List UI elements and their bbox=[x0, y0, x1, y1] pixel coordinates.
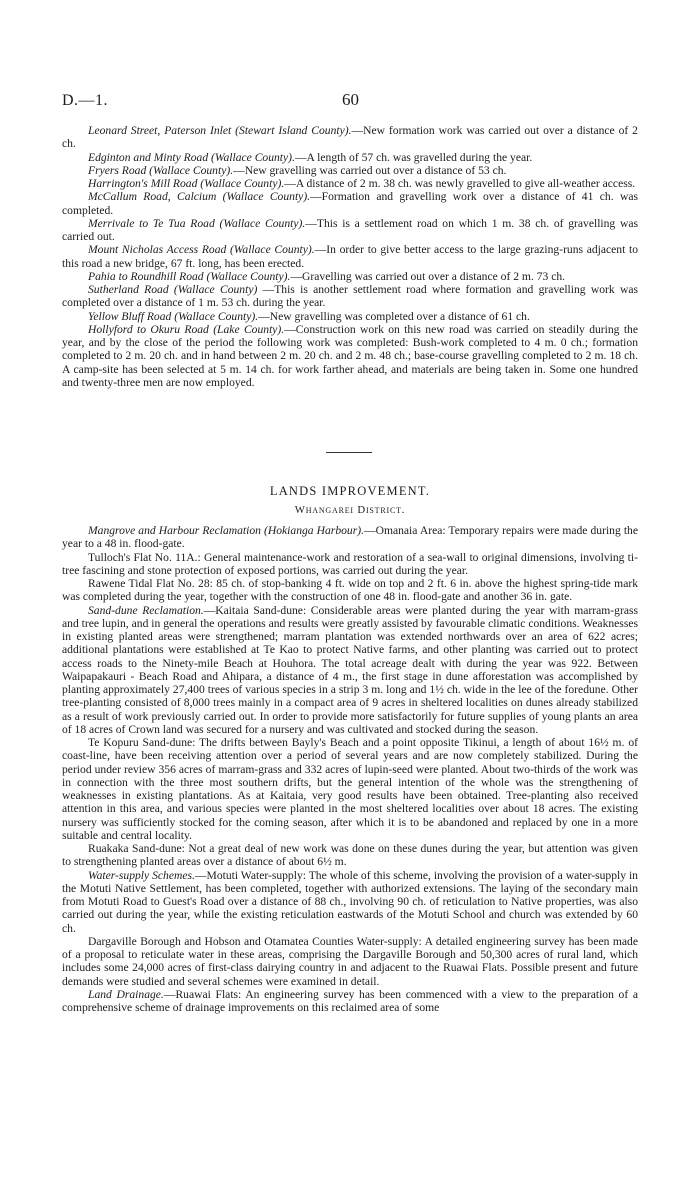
paragraph-text: —New gravelling was carried out over a distance of 53 ch. bbox=[233, 163, 507, 177]
paragraph-text: —In order to give better access to the large grazing-runs adjacent to this road a new bridge, 67 ft. long, has been erected. bbox=[62, 243, 639, 270]
district-heading: Whangarei District. bbox=[294, 504, 406, 516]
paragraph-heading: Yellow Bluff Road (Wallace County). bbox=[88, 309, 259, 323]
paragraph bbox=[62, 524, 638, 551]
paragraph-heading: Mount Nicholas Access Road (Wallace County). bbox=[88, 243, 315, 257]
paragraph-heading: McCallum Road, Calcium (Wallace County). bbox=[88, 190, 311, 204]
paragraph bbox=[62, 151, 638, 164]
paragraph bbox=[62, 124, 638, 151]
paragraph-text: —Kaitaia Sand-dune: Considerable areas were planted during the year with marram-grass and tree lupin, and in general the operations and results were greatly assisted by favourable climatic conditions. Weaknesses in existing planted areas were strengthened; marram plantation was extended northwards over an area of 622 acres; additional plantations were established at Te Kao to protect Native farms, and other planting was carried out to protect access roads to the Ninety-mile Beach at Houhora. The total acreage dealt with during the year was 922. Between Waipapakauri - Beach Road and Ahipara, a distance of 4 m., the first stage in dune afforestation was accomplished by planting approximately 27,400 trees of various species in a strip 3 m. long and 1½ ch. wide in the lee of the foredune. Other tree-planting consisted of 8,000 trees mainly in a compact area of 9 acres in sheltered localities on dunes already stabilized as a result of work previously carried out. In order to provide more satisfactorily for future supplies of young plants an area of 18 acres of Crown land was secured for a nursery and was cultivated and stocked during the season. bbox=[62, 603, 638, 736]
paragraph bbox=[62, 310, 638, 323]
paragraph bbox=[62, 243, 638, 270]
paragraph-heading: Land Drainage. bbox=[88, 987, 164, 1001]
paragraph-text: —New gravelling was completed over a distance of 61 ch. bbox=[258, 309, 530, 323]
paragraph bbox=[62, 164, 638, 177]
paragraph bbox=[62, 988, 638, 1015]
paragraph bbox=[62, 283, 638, 310]
paragraph-text: —Ruawai Flats: An engineering survey has been commenced with a view to the preparation of a comprehensive scheme of drainage improvements on this reclaimed area of some bbox=[62, 987, 639, 1014]
document-reference: D.—1. bbox=[62, 92, 109, 109]
page-number: 60 bbox=[342, 90, 359, 109]
paragraph bbox=[62, 270, 638, 283]
paragraph-heading: Harrington's Mill Road (Wallace County). bbox=[88, 177, 285, 190]
section-divider bbox=[326, 452, 372, 453]
paragraph-text: —This is another settlement road where formation and gravelling work was completed over a distance of 1 m. 53 ch. during the year. bbox=[62, 283, 638, 310]
paragraph bbox=[62, 935, 638, 988]
paragraph-text: Rawene Tidal Flat No. 28: 85 ch. of stop-banking 4 ft. wide on top and 2 ft. 6 in. above the highest spring-tide mark was completed during the year, together with the construction of one 48 in. flood-gate and another 36 in. gate. bbox=[62, 577, 638, 604]
paragraph bbox=[62, 217, 638, 244]
paragraph bbox=[62, 736, 638, 842]
paragraph-text: —Construction work on this new road was carried on steadily during the year, and by the close of the period the following work was completed: Bush-work completed to 4 m. 0 ch.; formation completed to 2 m. 20 ch. and in hand between 2 m. 20 ch. and 2 m. 48 ch.; base-course gravelling completed to 2 m. 18 ch. A camp-site has been selected at 5 m. 14 ch. for work farther ahead, and materials are being taken in. Some one hundred and twenty-three men are now employed. bbox=[62, 322, 638, 389]
paragraph-text: —Gravelling was carried out over a distance of 2 m. 73 ch. bbox=[290, 269, 566, 283]
paragraph-heading: Leonard Street, Paterson Inlet (Stewart Island County). bbox=[88, 124, 352, 137]
page-header bbox=[62, 92, 638, 112]
paragraph-text: —Motuti Water-supply: The whole of this scheme, involving the provision of a water-supply in the Motuti Native Settlement, has been completed, together with authorized extensions. The laying of the secondary main from Motuti Road to Guest's Road over a distance of 88 ch., involving 90 ch. of reticulation to Native properties, was also carried out during the year, while the existing reticulation eastwards of the Motuti School and church was extended by 60 ch. bbox=[62, 868, 638, 935]
paragraph bbox=[62, 842, 638, 869]
section-title: LANDS IMPROVEMENT. bbox=[269, 484, 431, 498]
paragraph-text: —Formation and gravelling work over a distance of 41 ch. was completed. bbox=[62, 190, 638, 217]
paragraph bbox=[62, 869, 638, 935]
paragraph bbox=[62, 190, 638, 217]
paragraph bbox=[62, 177, 638, 190]
paragraph-heading: Pahia to Roundhill Road (Wallace County). bbox=[88, 269, 291, 283]
lands-improvement-section bbox=[62, 484, 638, 1014]
paragraph-text: —Omanaia Area: Temporary repairs were made during the year to a 48 in. flood-gate. bbox=[62, 524, 638, 551]
county-roads-section bbox=[62, 124, 638, 389]
paragraph-heading: Fryers Road (Wallace County). bbox=[88, 163, 234, 177]
paragraph bbox=[62, 323, 638, 389]
paragraph-text: —New formation work was carried out over a distance of 2 ch. bbox=[62, 124, 638, 151]
paragraph-heading: Merrivale to Te Tua Road (Wallace County). bbox=[88, 216, 306, 230]
paragraph-text: —A length of 57 ch. was gravelled during the year. bbox=[294, 150, 533, 164]
paragraph-heading: Sutherland Road (Wallace County) bbox=[88, 283, 258, 296]
paragraph-text: Dargaville Borough and Hobson and Otamatea Counties Water-supply: A detailed engineering survey has been made of a proposal to reticulate water in these areas, comprising the Dargaville Borough and 50,300 acres of rural land, which includes some 24,000 acres of first-class dairying country in and adjacent to the Ruawai Flats. Possible present and future demands were studied and several schemes were examined in detail. bbox=[62, 934, 638, 988]
paragraph-text: —A distance of 2 m. 38 ch. was newly gravelled to give all-weather access. bbox=[284, 177, 636, 190]
paragraph-heading: Hollyford to Okuru Road (Lake County). bbox=[88, 322, 285, 336]
paragraph-text: —This is a settlement road on which 1 m. 38 ch. of gravelling was carried out. bbox=[62, 216, 639, 243]
paragraph-heading: Edginton and Minty Road (Wallace County). bbox=[88, 150, 295, 164]
paragraph-heading: Mangrove and Harbour Reclamation (Hokianga Harbour). bbox=[88, 524, 364, 537]
paragraph bbox=[62, 551, 638, 578]
paragraph-text: Te Kopuru Sand-dune: The drifts between Bayly's Beach and a point opposite Tikinui, a length of about 16½ m. of coast-line, have been receiving attention over a period of several years and are now completely stabilized. During the period under review 356 acres of marram-grass and 332 acres of lupin-seed were planted. About two-thirds of the work was in connection with the three most southern drifts, but the general intention of the whole was the strengthening of weaknesses in existing plantations. As at Kaitaia, very good results have been obtained. Tree-planting also received attention in this area, and various species were planted in the most sheltered localities over about 18 acres. The existing nursery was sufficiently stocked for the coming season, after which it is to be abandoned and replaced by one in a more suitable and central locality. bbox=[62, 736, 638, 842]
paragraph-heading: Water-supply Schemes. bbox=[88, 868, 195, 882]
paragraph-heading: Sand-dune Reclamation. bbox=[88, 603, 204, 617]
paragraph bbox=[62, 577, 638, 604]
paragraph-text: Tulloch's Flat No. 11A.: General maintenance-work and restoration of a sea-wall to original dimensions, involving ti-tree fascining and stone protection of exposed portions, was carried out during the year. bbox=[62, 550, 638, 577]
paragraph-text: Ruakaka Sand-dune: Not a great deal of new work was done on these dunes during the year, but attention was given to strengthening planted areas over a distance of about 6½ m. bbox=[62, 842, 638, 869]
paragraph bbox=[62, 604, 638, 737]
